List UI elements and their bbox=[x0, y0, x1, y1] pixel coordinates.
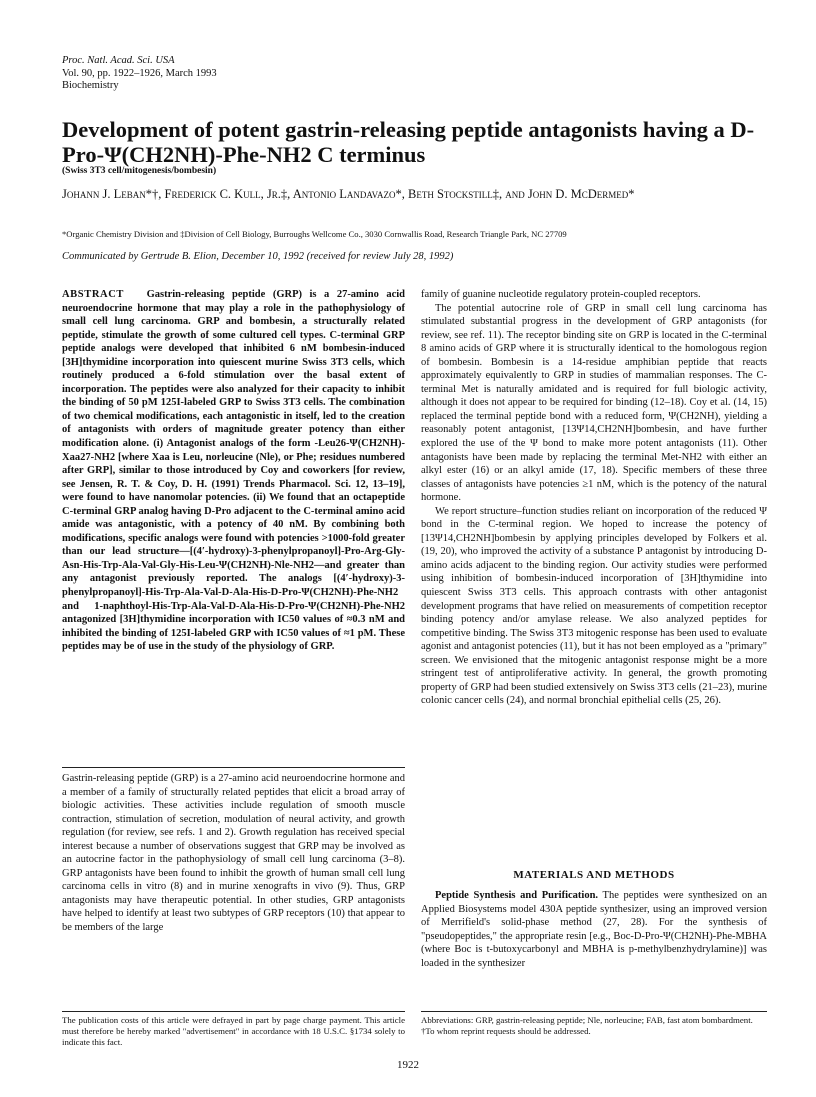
right-column bbox=[421, 288, 767, 708]
right-paragraph-2: The potential autocrine role of GRP in small cell lung carcinoma has stimulated substantial progress in the development of GRP antagonists (for review, see ref. 11). The receptor binding site on GRP is located in the C-terminal 8 amino acids of GRP where it is structurally identical to the homologous region of bombesin. Bombesin is a 14-residue amphibian peptide that reacts approximately equivalently to GRP in studies of mammalian responses. The C-terminal Met is naturally amidated and is required for full biologic activity, although it does not appear to be required for binding (12–18). Coy et al. (14, 15) replaced the terminal peptide bond with a reduced form, Ψ(CH2NH), yielding a reasonably potent antagonist, [13Ψ14,CH2NH]bombesin, and have further explored the use of the Ψ bond to make more potent antagonists (11). Other antagonists have been made by replacing the terminal Met-NH2 with either an alkyl ester (16) or an alkyl amide (17, 18). Specific members of these three classes of antagonists have potencies ≥1 nM, which is the potency of the natural hormone. bbox=[421, 302, 767, 504]
publication-cost-footnote bbox=[62, 1011, 405, 1048]
volume-info: Vol. 90, pp. 1922–1926, March 1993 bbox=[62, 67, 217, 79]
abbreviations-text: Abbreviations: GRP, gastrin-releasing peptide; Nle, norleucine; FAB, fast atom bombardment. bbox=[421, 1015, 753, 1025]
materials-methods-heading: MATERIALS AND METHODS bbox=[513, 869, 675, 881]
section-name: Biochemistry bbox=[62, 80, 119, 91]
abstract-divider bbox=[62, 767, 405, 768]
publication-cost-text: The publication costs of this article were defrayed in part by page charge payment. This article must therefore be hereby marked "advertisement" in accordance with 18 U.S.C. §1734 solely to indicate this fact. bbox=[62, 1015, 405, 1047]
affiliation: *Organic Chemistry Division and ‡Division of Cell Biology, Burroughs Wellcome Co., 3030 Cornwallis Road, Research Triangle Park, NC 27709 bbox=[62, 229, 567, 239]
methods-text: The peptides were synthesized on an Applied Biosystems model 430A peptide synthesizer, using an improved version of Merrifield's solid-phase method (27, 28). For the synthesis of "pseudopeptides," the appropriate resin [e.g., Boc-D-Pro-Ψ(CH2NH)-Phe-MBHA (where Boc is t-butoxycarbonyl and MBHA is p-methylbenzhydrylamine)] was loaded in the synthesizer bbox=[421, 890, 767, 969]
journal-header bbox=[62, 55, 217, 93]
author-list: Johann J. Leban*†, Frederick C. Kull, Jr.‡, Antonio Landavazo*, Beth Stockstill‡, and John D. McDermed* bbox=[62, 187, 635, 201]
correspondence-text: †To whom reprint requests should be addressed. bbox=[421, 1026, 591, 1036]
footnote-divider-right bbox=[421, 1011, 767, 1012]
article-title: Development of potent gastrin-releasing peptide antagonists having a D-Pro-Ψ(CH2NH)-Phe-NH2 C terminus bbox=[62, 117, 755, 167]
methods-subheading: Peptide Synthesis and Purification. bbox=[435, 890, 599, 901]
methods-paragraph bbox=[421, 889, 767, 970]
abbreviations-footnote bbox=[421, 1011, 767, 1037]
abstract-label: ABSTRACT bbox=[62, 289, 124, 300]
abstract bbox=[62, 288, 405, 654]
journal-name: Proc. Natl. Acad. Sci. USA bbox=[62, 55, 175, 66]
introduction-text: Gastrin-releasing peptide (GRP) is a 27-amino acid neuroendocrine hormone and a member of a family of structurally related peptides that elicit a broad array of biologic activities. These activities include regulation of smooth muscle contraction, stimulation of secretion, modulation of neural activity, and growth regulation (for review, see refs. 1 and 2). Growth regulation has received special interest because a number of observations suggest that GRP may be involved as an autocrine factor in the pathophysiology of small cell lung carcinoma (3–8). GRP antagonists have been found to inhibit the growth of human small cell lung carcinoma cells in vitro (8) and in murine xenografts in vivo (9). Thus, GRP antagonists may have therapeutic potential. In other studies, GRP antagonists have helped to identify at least two subtypes of GRP receptors (10) that appear to be members of the large bbox=[62, 773, 405, 934]
footnote-divider bbox=[62, 1011, 405, 1012]
abstract-text: Gastrin-releasing peptide (GRP) is a 27-amino acid neuroendocrine hormone that may play a role in the pathophysiology of small cell lung carcinoma. GRP and bombesin, a structurally related peptide, stimulate the growth of some cultured cell types. C-terminal GRP peptide analogs were developed that inhibited 6 nM bombesin-induced [3H]thymidine incorporation into quiescent murine Swiss 3T3 cells, which routinely produced a 6-fold stimulation over the basal extent of incorporation. The peptides were also analyzed for their capacity to inhibit the binding of 50 pM 125I-labeled GRP to Swiss 3T3 cells. The combination of two chemical modifications, each antagonistic in itself, led to the creation of antagonists with orders of magnitude greater potency than either modification alone. (i) Antagonist analogs of the form -Leu26-Ψ(CH2NH)-Xaa27-NH2 [where Xaa is Leu, norleucine (Nle), or Phe; residues numbered after GRP], similar to those introduced by Coy and coworkers [for review, see Jensen, R. T. & Coy, D. H. (1991) Trends Pharmacol. Sci. 12, 13–19], were found to have nanomolar potencies. (ii) We found that an octapeptide C-terminal GRP analog having D-Pro adjacent to the C-terminal amino acid amide was antagonistic, with a potency of 40 nM. By combining both modifications, specific analogs were found with potencies >1000-fold greater than our lead structure—[(4′-hydroxy)-3-phenylpropanoyl]-Pro-Arg-Gly-Asn-His-Trp-Ala-Val-Gly-His-Leu-Ψ(CH2NH)-Nle-NH2—and greater than any antagonist previously reported. The analogs [(4′-hydroxy)-3-phenylpropanoyl]-His-Trp-Ala-Val-D-Ala-His-D-Pro-Ψ(CH2NH)-Phe-NH2 and 1-naphthoyl-His-Trp-Ala-Val-D-Ala-His-D-Pro-Ψ(CH2NH)-Phe-NH2 antagonized [3H]thymidine incorporation with IC50 values of ≈0.3 nM and inhibited the binding of 125I-labeled GRP with IC50 values of ≈1 pM. These peptides may be of use in the study of the physiology of GRP. bbox=[62, 289, 406, 653]
page-number: 1922 bbox=[397, 1059, 419, 1071]
communicated-by: Communicated by Gertrude B. Elion, December 10, 1992 (received for review July 28, 1992) bbox=[62, 251, 454, 262]
right-paragraph-1: family of guanine nucleotide regulatory protein-coupled receptors. bbox=[421, 289, 701, 300]
right-paragraph-3: We report structure–function studies reliant on incorporation of the reduced Ψ bond in the C-terminal region. We hoped to increase the potency of [13Ψ14,CH2NH]bombesin by applying principles developed by Folkers et al. (19, 20), who improved the activity of a substance P antagonist by introducing D-amino acids adjacent to the binding region. Our activity studies were performed using inhibition of bombesin-induced incorporation of [3H]thymidine into quiescent Swiss 3T3 cells. This approach contrasts with other antagonist development programs that have relied on measurements of competition receptor binding potency and/or amylase release. We also analyzed peptides for competitive binding. The Swiss 3T3 mitogenic response has been used to evaluate agonist and antagonist potencies (11), but it has not been employed as a "primary" screen. We envisioned that the mitogenic antagonist response might be a more stringent test of antiproliferative activity. In general, the growth promoting property of GRP had been studied extensively on Swiss 3T3 cells (21–23), murine colonic cancer cells (24), and normal bronchial epithelial cells (25, 26). bbox=[421, 505, 767, 707]
keywords: (Swiss 3T3 cell/mitogenesis/bombesin) bbox=[62, 166, 217, 176]
